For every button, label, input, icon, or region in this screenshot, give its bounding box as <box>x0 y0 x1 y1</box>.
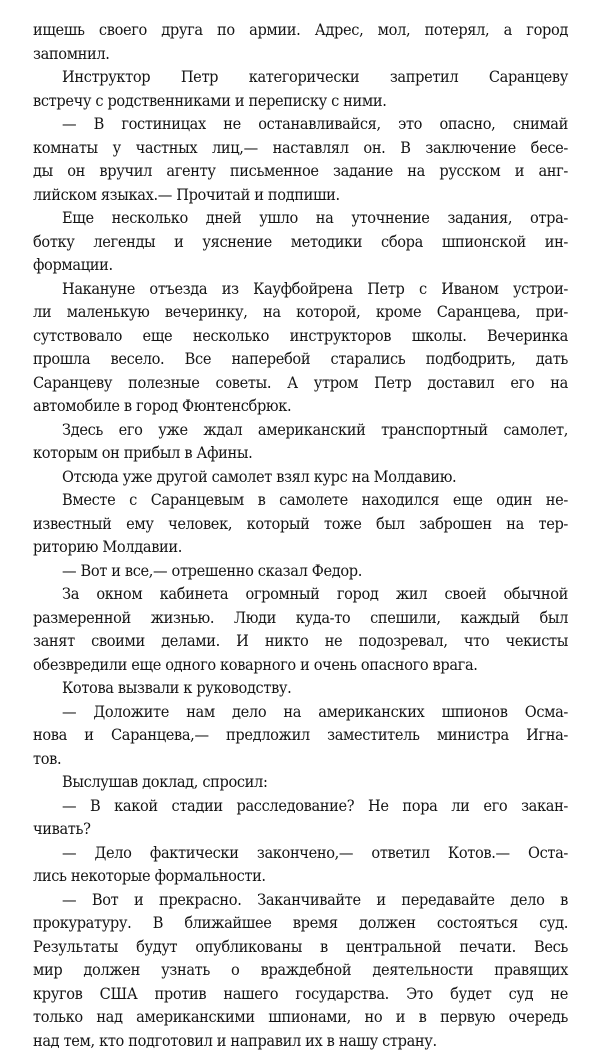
text-line: — Дело фактически закончено,— ответил Котов.— Оста- <box>33 841 568 865</box>
text-line: автомобиле в город Фюнтенсбрюк. <box>33 394 568 418</box>
text-line: чивать? <box>33 817 568 841</box>
text-line: над тем, кто подготовил и направил их в нашу страну. <box>33 1029 568 1052</box>
text-line: лийском языках.— Прочитай и подпиши. <box>33 183 568 207</box>
text-line: мир должен узнать о враждебной деятельности правящих <box>33 958 568 982</box>
text-line: ищешь своего друга по армии. Адрес, мол, потерял, а город <box>33 18 568 42</box>
text-line: сутствовало еще несколько инструкторов школы. Вечеринка <box>33 324 568 348</box>
text-line: размеренной жизнью. Люди куда-то спешили, каждый был <box>33 606 568 630</box>
text-line: Саранцеву полезные советы. А утром Петр доставил его на <box>33 371 568 395</box>
text-line: формации. <box>33 253 568 277</box>
text-line: которым он прибыл в Афины. <box>33 441 568 465</box>
text-line: ботку легенды и уяснение методики сбора шпионской ин- <box>33 230 568 254</box>
text-line: Накануне отъезда из Кауфбойрена Петр с Иваном устрои- <box>33 277 568 301</box>
text-line: прошла весело. Все наперебой старались подбодрить, дать <box>33 347 568 371</box>
text-line: только над американскими шпионами, но и в первую очередь <box>33 1005 568 1029</box>
text-line: Еще несколько дней ушло на уточнение задания, отра- <box>33 206 568 230</box>
text-line: тов. <box>33 747 568 771</box>
text-line: обезвредили еще одного коварного и очень опасного врага. <box>33 653 568 677</box>
text-line: — Вот и все,— отрешенно сказал Федор. <box>33 559 568 583</box>
text-line: — В гостиницах не останавливайся, это опасно, снимай <box>33 112 568 136</box>
text-line: нова и Саранцева,— предложил заместитель министра Игна- <box>33 723 568 747</box>
text-line: Выслушав доклад, спросил: <box>33 770 568 794</box>
text-line: Котова вызвали к руководству. <box>33 676 568 700</box>
text-line: риторию Молдавии. <box>33 535 568 559</box>
text-line: Инструктор Петр категорически запретил Саранцеву <box>33 65 568 89</box>
text-line: — Вот и прекрасно. Заканчивайте и передавайте дело в <box>33 888 568 912</box>
text-line: ды он вручил агенту письменное задание на русском и анг- <box>33 159 568 183</box>
book-page-text <box>33 18 568 1052</box>
text-line: За окном кабинета огромный город жил своей обычной <box>33 582 568 606</box>
text-line: встречу с родственниками и переписку с ними. <box>33 89 568 113</box>
text-line: Результаты будут опубликованы в центральной печати. Весь <box>33 935 568 959</box>
text-line: ли маленькую вечеринку, на которой, кроме Саранцева, при- <box>33 300 568 324</box>
text-line: прокуратуру. В ближайшее время должен состояться суд. <box>33 911 568 935</box>
text-line: лись некоторые формальности. <box>33 864 568 888</box>
text-line: Отсюда уже другой самолет взял курс на Молдавию. <box>33 465 568 489</box>
text-line: занят своими делами. И никто не подозревал, что чекисты <box>33 629 568 653</box>
text-line: запомнил. <box>33 42 568 66</box>
text-line: — В какой стадии расследование? Не пора ли его закан- <box>33 794 568 818</box>
text-line: комнаты у частных лиц,— наставлял он. В заключение бесе- <box>33 136 568 160</box>
text-line: известный ему человек, который тоже был заброшен на тер- <box>33 512 568 536</box>
text-line: кругов США против нашего государства. Это будет суд не <box>33 982 568 1006</box>
text-line: — Доложите нам дело на американских шпионов Осма- <box>33 700 568 724</box>
text-line: Вместе с Саранцевым в самолете находился еще один не- <box>33 488 568 512</box>
text-line: Здесь его уже ждал американский транспортный самолет, <box>33 418 568 442</box>
